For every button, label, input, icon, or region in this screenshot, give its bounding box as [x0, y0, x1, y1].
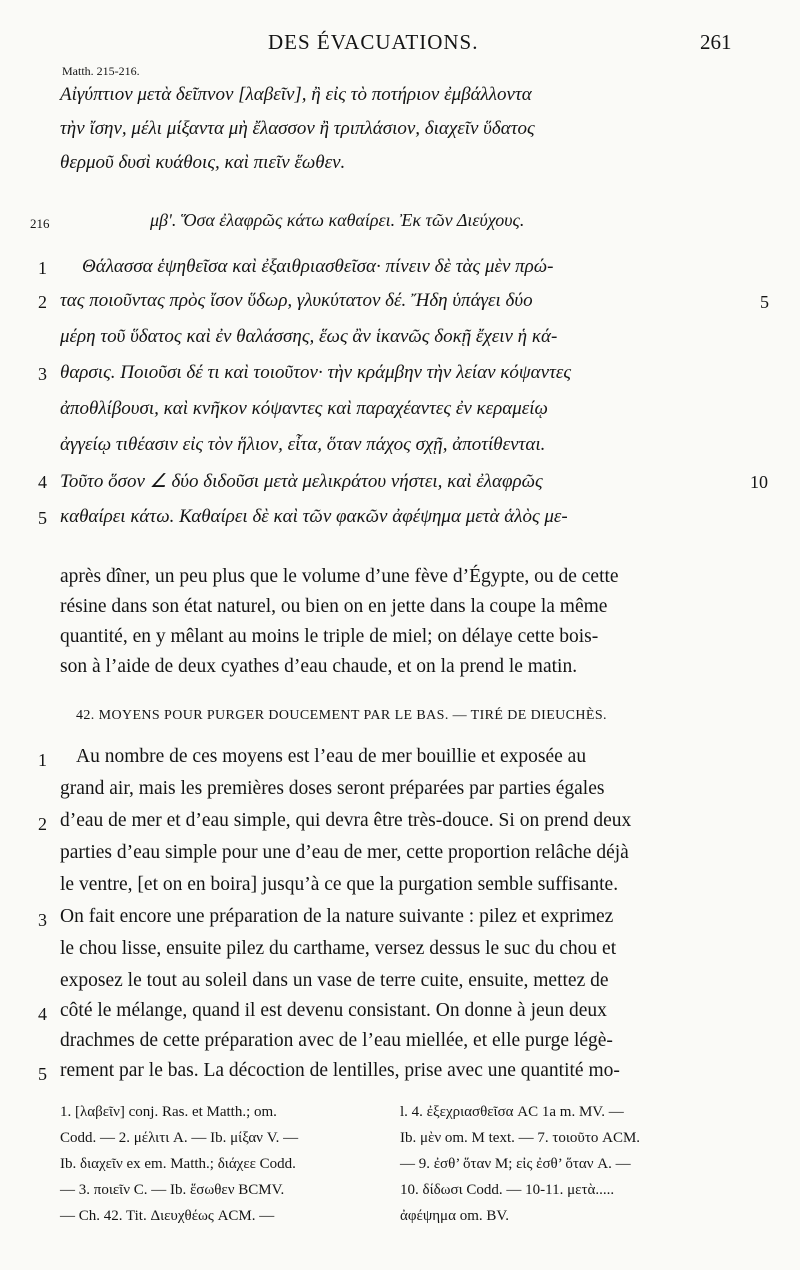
french-body-line: drachmes de cette préparation avec de l’eau miellée, et elle purge légè-	[60, 1030, 613, 1051]
french-body-line: d’eau de mer et d’eau simple, qui devra être très-douce. Si on prend deux	[60, 810, 632, 831]
greek-top-line: θερμοῦ δυσὶ κυάθοις, καὶ πιεῖν ἕωθεν.	[60, 152, 346, 173]
footnote-right-line: — 9. ἐσθ’ ὅταν M; εἰς ἐσθ’ ὅταν A. —	[400, 1156, 631, 1172]
footnote-right-line: l. 4. ἐξεχριασθεῖσα AC 1a m. MV. —	[400, 1104, 624, 1120]
french-body-line: rement par le bas. La décoction de lentilles, prise avec une quantité mo-	[60, 1060, 620, 1081]
running-title: DES ÉVACUATIONS.	[268, 30, 479, 54]
reference-note: Matth. 215-216.	[62, 64, 140, 78]
greek-body-line: θαρσις. Ποιοῦσι δέ τι καὶ τοιοῦτον· τὴν κράμβην τὴν λείαν κόψαντες	[60, 362, 572, 383]
greek-body-line: ἀποθλίβουσι, καὶ κνῆκον κόψαντες καὶ παραχέαντες ἐν κεραμείῳ	[60, 398, 548, 419]
french-top-line: son à l’aide de deux cyathes d’eau chaude, et on la prend le matin.	[60, 656, 578, 677]
french-body-line: côté le mélange, quand il est devenu consistant. On donne à jeun deux	[60, 1000, 607, 1021]
footnote-left-line: Ib. διαχεῖν ex em. Matth.; διάχεε Codd.	[60, 1156, 296, 1172]
greek-body-line: Θάλασσα ἑψηθεῖσα καὶ ἐξαιθριασθεῖσα· πίνειν δὲ τὰς μὲν πρώ-	[82, 256, 554, 277]
footnote-left-line: — Ch. 42. Tit. Διευχθέως ACM. —	[60, 1208, 275, 1224]
greek-body-line: Τοῦτο ὅσον ∠ δύο διδοῦσι μετὰ μελικράτου νήστει, καὶ ἐλαφρῶς	[60, 471, 543, 492]
greek-body-line: ἀγγείῳ τιθέασιν εἰς τὸν ἥλιον, εἶτα, ὅταν πάχος σχῇ, ἀποτίθενται.	[60, 434, 546, 455]
footnote-right-line: ἀφέψημα om. BV.	[400, 1208, 510, 1224]
footnote-right-line: Ib. μὲν om. M text. — 7. τοιοῦτο ACM.	[400, 1130, 641, 1146]
greek-body-line: μέρη τοῦ ὕδατος καὶ ἐν θαλάσσης, ἕως ἂν ἱκανῶς δοκῇ ἔχειν ἡ κά-	[60, 326, 558, 347]
greek-body-line: τας ποιοῦντας πρὸς ἴσον ὕδωρ, γλυκύτατον δέ. Ἤδη ὑπάγει δύο	[60, 290, 533, 311]
line-number: 5	[38, 508, 47, 528]
french-body-line: grand air, mais les premières doses seront préparées par parties égales	[60, 778, 605, 799]
line-number: 1	[38, 258, 47, 278]
footnote-right-line: 10. δίδωσι Codd. — 10-11. μετὰ.....	[400, 1182, 615, 1198]
french-body-line: On fait encore une préparation de la nature suivante : pilez et exprimez	[60, 906, 614, 927]
french-top-line: après dîner, un peu plus que le volume d’une fève d’Égypte, ou de cette	[60, 566, 619, 587]
footnote-left-line: Codd. — 2. μέλιτι A. — Ib. μίξαν V. —	[60, 1130, 299, 1146]
line-number: 2	[38, 814, 47, 834]
line-number: 3	[38, 364, 47, 384]
line-number: 3	[38, 910, 47, 930]
greek-top-line: Αἰγύπτιον μετὰ δεῖπνον [λαβεῖν], ἢ εἰς τὸ ποτήριον ἐμβάλλοντα	[60, 84, 532, 105]
french-section-heading: 42. MOYENS POUR PURGER DOUCEMENT PAR LE BAS. — TIRÉ DE DIEUCHÈS.	[76, 708, 607, 723]
footnote-left-line: 1. [λαβεῖν] conj. Ras. et Matth.; om.	[60, 1104, 277, 1120]
greek-section-heading: μβʹ. Ὅσα ἐλαφρῶς κάτω καθαίρει. Ἐκ τῶν Διεύχους.	[150, 210, 525, 230]
line-number: 4	[38, 472, 47, 492]
line-number: 2	[38, 292, 47, 312]
french-top-line: résine dans son état naturel, ou bien on en jette dans la coupe la même	[60, 596, 608, 617]
french-body-line: exposez le tout au soleil dans un vase de terre cuite, ensuite, mettez de	[60, 970, 609, 991]
line-number: 4	[38, 1004, 47, 1024]
french-body-line: le chou lisse, ensuite pilez du carthame, versez dessus le suc du chou et	[60, 938, 617, 959]
french-body-line: le ventre, [et on en boira] jusqu’à ce que la purgation semble suffisante.	[60, 874, 619, 895]
french-body-line: Au nombre de ces moyens est l’eau de mer bouillie et exposée au	[76, 746, 587, 767]
greek-top-line: τὴν ἴσην, μέλι μίξαντα μὴ ἔλασσον ἢ τριπλάσιον, διαχεῖν ὕδατος	[60, 118, 535, 139]
line-number-right: 5	[760, 292, 769, 312]
french-top-line: quantité, en y mêlant au moins le triple de miel; on délaye cette bois-	[60, 626, 599, 647]
greek-body-line: καθαίρει κάτω. Καθαίρει δὲ καὶ τῶν φακῶν ἀφέψημα μετὰ ἁλὸς με-	[60, 506, 568, 527]
page-number: 261	[700, 30, 732, 54]
line-number: 1	[38, 750, 47, 770]
line-number: 5	[38, 1064, 47, 1084]
margin-page-ref: 216	[30, 216, 50, 231]
footnote-left-line: — 3. ποιεῖν C. — Ib. ἕσωθεν BCMV.	[60, 1182, 285, 1198]
french-body-line: parties d’eau simple pour une d’eau de mer, cette proportion relâche déjà	[60, 842, 629, 863]
line-number-right: 10	[750, 472, 768, 492]
